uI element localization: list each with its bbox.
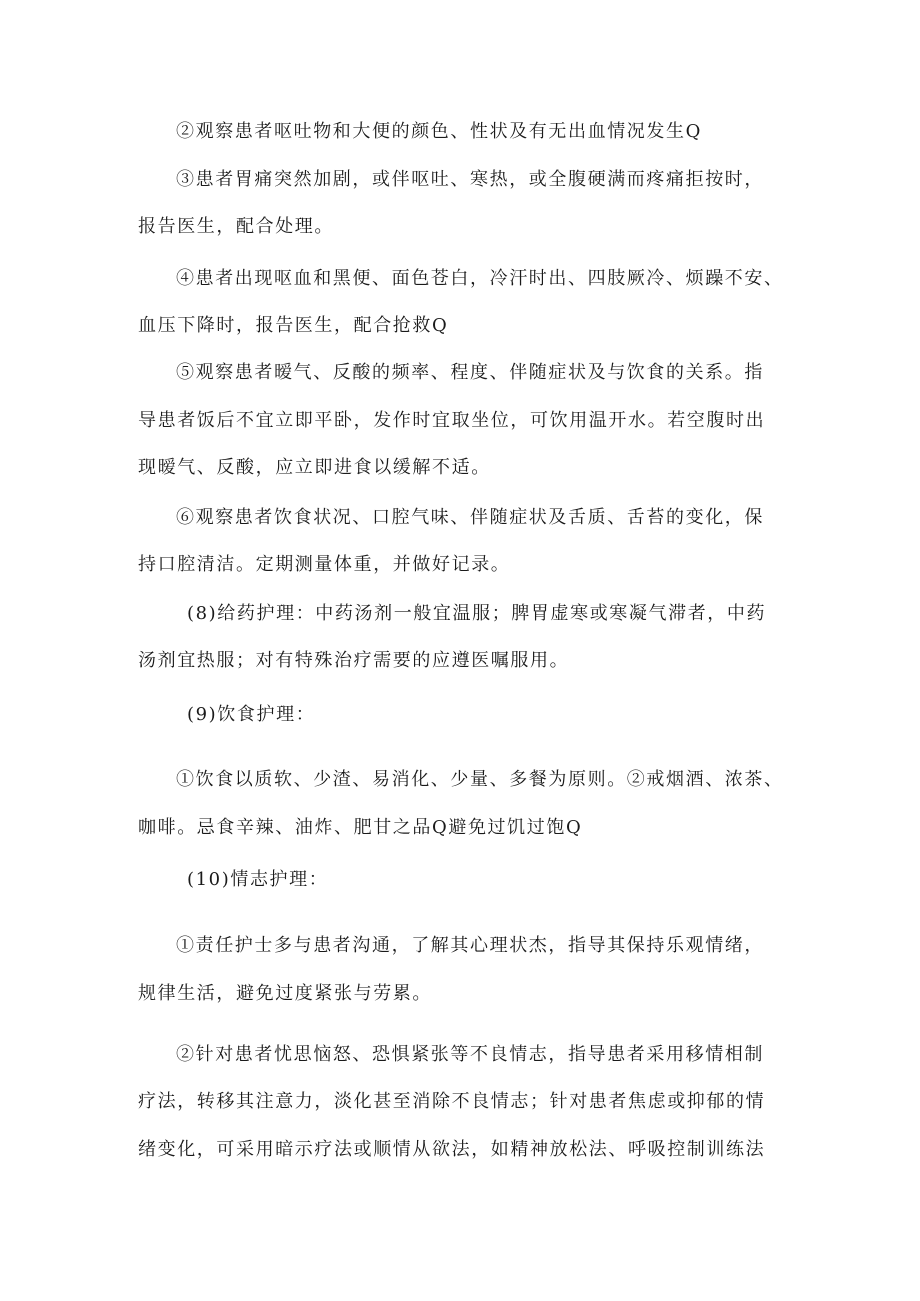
text-line: (8)给药护理：中药汤剂一般宜温服；脾胃虚寒或寒凝气滞者，中药: [187, 603, 767, 624]
text-line: ②针对患者忧思恼怒、恐惧紧张等不良情志，指导患者采用移情相制: [176, 1044, 764, 1065]
text-line: ①饮食以质软、少渣、易消化、少量、多餐为原则。②戒烟酒、浓茶、: [176, 769, 784, 790]
section-heading: (10)情志护理：: [187, 869, 329, 890]
text-line: 绪变化，可采用暗示疗法或顺情从欲法，如精神放松法、呼吸控制训练法: [138, 1139, 766, 1160]
text-line: 血压下降时，报告医生，配合抢救Q: [138, 315, 449, 336]
text-line: 规律生活，避免过度紧张与劳累。: [138, 983, 432, 1004]
text-line: ⑥观察患者饮食状况、口腔气味、伴随症状及舌质、舌苔的变化，保: [176, 507, 764, 528]
text-line: 导患者饭后不宜立即平卧，发作时宜取坐位，可饮用温开水。若空腹时出: [138, 410, 766, 431]
text-line: ④患者出现呕血和黑便、面色苍白，冷汗时出、四肢厥冷、烦躁不安、: [176, 268, 784, 289]
text-line: ⑤观察患者暧气、反酸的频率、程度、伴随症状及与饮食的关系。指: [176, 362, 764, 383]
text-line: 咖啡。忌食辛辣、油炸、肥甘之品Q避免过饥过饱Q: [138, 817, 583, 838]
text-line: ③患者胃痛突然加剧，或伴呕吐、寒热，或全腹硬满而疼痛拒按时，: [176, 169, 764, 190]
text-line: ①责任护士多与患者沟通，了解其心理状杰，指导其保持乐观情绪，: [176, 935, 764, 956]
text-line: 汤剂宜热服；对有特殊治疗需要的应遵医嘱服用。: [138, 650, 570, 671]
text-line: 现暧气、反酸，应立即进食以缓解不适。: [138, 457, 491, 478]
text-line: ②观察患者呕吐物和大便的颜色、性状及有无出血情况发生Q: [176, 121, 702, 142]
text-line: 疗法，转移其注意力，淡化甚至消除不良情志；针对患者焦虑或抑郁的情: [138, 1091, 766, 1112]
section-heading: (9)饮食护理：: [187, 704, 316, 725]
text-line: 持口腔清洁。定期测量体重，并做好记录。: [138, 554, 511, 575]
text-line: 报告医生，配合处理。: [138, 216, 334, 237]
